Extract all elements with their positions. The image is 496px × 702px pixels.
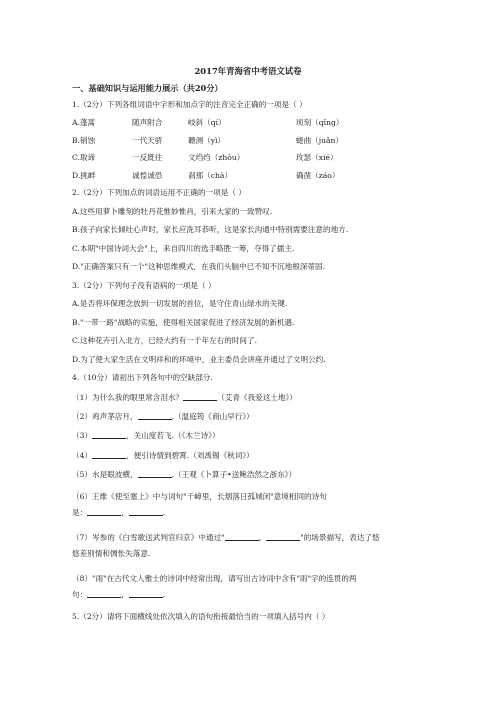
- answer-blank[interactable]: [138, 469, 172, 478]
- question-3-option-c: C.这种花卉引入北方，已经大约有一千年左右的时间了.: [72, 336, 258, 346]
- question-4-item-5: [72, 469, 424, 479]
- item-text: 是：: [72, 507, 88, 517]
- option-cell: 蜷曲（juǎn）: [296, 135, 344, 145]
- answer-blank[interactable]: [138, 411, 172, 420]
- item-text: ，: [121, 589, 129, 599]
- answer-blank[interactable]: [92, 430, 126, 439]
- answer-blank[interactable]: [225, 532, 259, 541]
- option-cell: 刹那（chà）: [188, 170, 233, 180]
- question-3-option-a: A.是否将环保理念放到一切发展的首位，是守住青山绿水的关键.: [72, 299, 288, 309]
- question-1-stem: 1.（2分）下列各组词语中字形和加点字的注音完全正确的一项是（ ）: [72, 99, 307, 109]
- question-4-item-4: [72, 450, 424, 460]
- question-1-option-b: [72, 136, 424, 145]
- option-cell: C.取谛: [72, 153, 96, 163]
- answer-blank[interactable]: [129, 589, 166, 599]
- exam-title: 2017年青海省中考语文试卷: [194, 66, 302, 76]
- item-text: （2）鸡声茅店月，: [72, 411, 138, 421]
- question-4-item-1: [72, 392, 424, 402]
- item-text: 句：: [72, 589, 88, 599]
- item-text: .（王观《卜算子•送鲍浩然之浙东》）: [171, 470, 297, 480]
- answer-blank[interactable]: [87, 589, 121, 598]
- question-2-option-c: C.本期"中国诗词大会"上，来自四川的选手略胜一筹，夺得了擂主.: [72, 243, 295, 253]
- item-text: ，: [258, 532, 267, 542]
- option-cell: 随声附合: [132, 118, 163, 128]
- option-cell: 玫瑟（xié）: [296, 153, 338, 163]
- option-cell: 诚惶诚恐: [132, 170, 163, 180]
- question-3-option-d: D.为了使大家生活在文明祥和的环境中，业主委员会讲座并通过了文明公约.: [72, 354, 326, 364]
- option-cell: 文绉绉（zhōu）: [188, 153, 245, 163]
- option-cell: B.销蚀: [72, 135, 96, 145]
- question-4-item-2: [72, 411, 424, 421]
- item-text: （3）: [72, 431, 93, 441]
- item-answer-line: [72, 587, 424, 603]
- answer-blank[interactable]: [92, 450, 126, 459]
- question-1-option-d: [72, 171, 424, 180]
- option-cell: 聽测（yì）: [188, 135, 226, 145]
- question-3-stem: 3.（2分）下列句子没有语病的一项是（ ）: [72, 280, 216, 290]
- item-text: ，关山度若飞.（《木兰诗》）: [126, 431, 220, 441]
- option-cell: A.蓬蒿: [72, 118, 96, 128]
- question-3-option-b: B."一带一路"战略的实施，使得相关国家促进了经济发展的新机遇.: [72, 317, 295, 327]
- answer-blank[interactable]: [183, 392, 217, 401]
- item-text: （6）王维《使至塞上》中与词句"千嶂里，长烟落日孤城闭"意境相同的诗句: [72, 491, 327, 501]
- question-2-stem: 2.（2分）下列加点的词语运用不正确的一项是（ ）: [72, 188, 246, 198]
- item-answer-line: [72, 505, 424, 521]
- option-cell: D.挑衅: [72, 170, 96, 180]
- question-4-item-7: [72, 530, 424, 562]
- item-text: "的场景描写，表达了悠: [300, 532, 380, 542]
- option-cell: 顷刻（qǐng）: [296, 118, 344, 128]
- question-4-stem: 4.（10分）请初出下列各句中的空缺部分.: [72, 373, 213, 383]
- answer-blank[interactable]: [129, 507, 166, 517]
- item-text: .: [162, 507, 166, 517]
- question-1-option-c: [72, 153, 424, 162]
- item-answer-line: [72, 530, 424, 546]
- item-text: ，: [121, 507, 129, 517]
- item-text: （4）: [72, 450, 93, 460]
- item-text: ，便引诗情到碧霄.（刘禹锡《秋词》）: [126, 450, 254, 460]
- question-1-option-a: [72, 118, 424, 127]
- question-4-item-6: [72, 489, 424, 521]
- item-text: （5）水是眼波横，: [72, 470, 138, 480]
- option-cell: 确凿（záo）: [296, 170, 340, 180]
- answer-blank[interactable]: [87, 507, 121, 516]
- option-cell: 一反既往: [132, 153, 163, 163]
- section-heading: 一、基础知识与运用能力展示（共20分）: [72, 82, 223, 93]
- item-text: （7）岑参的《白雪歌送武判官归京》中通过": [72, 532, 225, 542]
- question-2-option-d: D."正确答案只有一个"这种思维模式，在我们头脑中已不知不沉地根深蒂固.: [72, 262, 326, 272]
- item-text: （艾青《我爱这土地》）: [217, 392, 297, 402]
- question-4-item-3: [72, 430, 424, 440]
- question-2-option-a: A.这些用萝卜雕刻的牡丹花惟妙惟肖，引来大家的一致赞叹.: [72, 206, 273, 216]
- item-text: 悠差别情和惆怅失落意.: [72, 548, 151, 558]
- item-text: .（温庭筠《商山早行》）: [171, 411, 254, 421]
- item-text: （8）"雨"在古代文人雅士的诗词中经常出现，请写出古诗词中含有"雨"字的连贯的两: [72, 573, 357, 583]
- option-cell: 岐斜（qí）: [188, 118, 226, 128]
- item-text: （1）为什么我的眼里常含泪水？: [72, 392, 184, 402]
- item-text: .: [162, 589, 166, 599]
- question-4-item-8: [72, 571, 424, 603]
- question-5-stem: 5.（2分）请将下面横线处依次填入的语句衔接最恰当的一项填入括号内（ ）: [72, 611, 330, 621]
- answer-blank[interactable]: [266, 532, 300, 541]
- question-2-option-b: B.孩子向家长倾吐心声时，家长应洗耳恭听，这是家长沟通中特别需要注意的地方.: [72, 225, 349, 235]
- option-cell: 一代天骄: [132, 135, 163, 145]
